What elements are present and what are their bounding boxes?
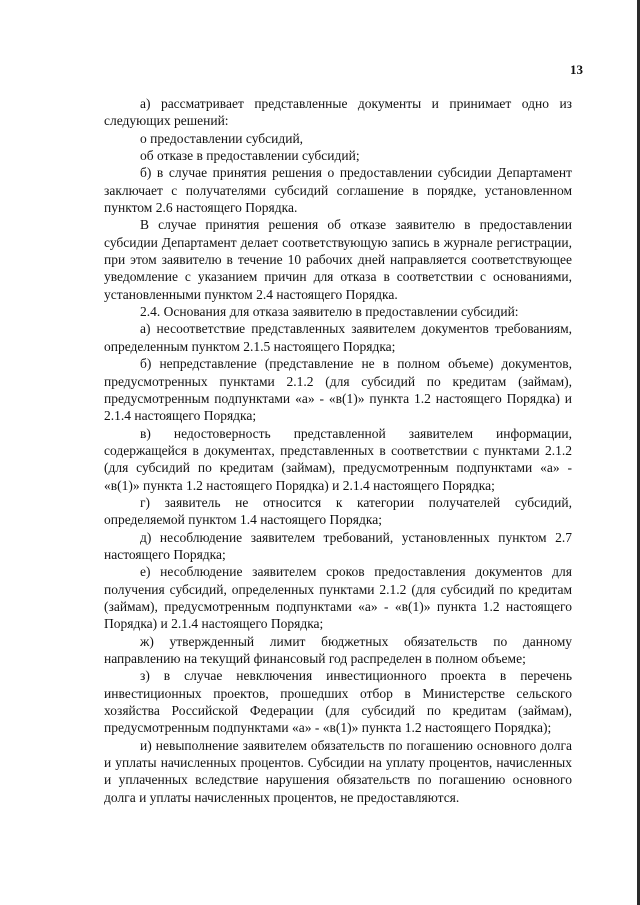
list-item: в) недостоверность представленной заявителем информации, содержащейся в документах, представленных в соответствии с пунктами 2.1.2 (для субсидий по кредитам (займам), предусмотренным подпунктами «а» - «в(1)» пункта 1.2 настоящего Порядка) и 2.1.4 настоящего Порядка; bbox=[104, 425, 572, 493]
paragraph: об отказе в предоставлении субсидий; bbox=[140, 148, 360, 164]
list-item: е) несоблюдение заявителем сроков предоставления документов для получения субсидий, определенных пунктами 2.1.2 (для субсидий по кредитам (займам), предусмотренным подпунктами «а» - «в(1)» пункта 1.2 настоящего Порядка) и 2.1.4 настоящего Порядка; bbox=[104, 564, 572, 632]
paragraph: а) рассматривает представленные документы и принимает одно из следующих решений: bbox=[104, 96, 572, 129]
paragraph: В случае принятия решения об отказе заявителю в предоставлении субсидии Департамент делает соответствующую запись в журнале регистрации, при этом заявителю в течение 10 рабочих дней направляется соответствующее уведомление с указанием причин для отказа в соответствии с основаниями, установленными пунктом 2.4 настоящего Порядка. bbox=[104, 217, 572, 302]
list-item: г) заявитель не относится к категории получателей субсидий, определяемой пунктом 1.4 настоящего Порядка; bbox=[104, 494, 572, 528]
list-item: а) несоответствие представленных заявителем документов требованиям, определенным пунктом 2.1.5 настоящего Порядка; bbox=[104, 321, 572, 354]
section-heading: 2.4. Основания для отказа заявителю в предоставлении субсидий: bbox=[140, 304, 519, 320]
list-item: ж) утвержденный лимит бюджетных обязательств по данному направлению на текущий финансовый год распределен в полном объеме; bbox=[104, 633, 572, 666]
document-body bbox=[104, 95, 572, 806]
list-item: з) в случае невключения инвестиционного проекта в перечень инвестиционных проектов, прошедших отбор в Министерстве сельского хозяйства Российской Федерации (для субсидий по кредитам (займам), предусмотренным подпунктами «а» - «в(1)» пункта 1.2 настоящего Порядка); bbox=[104, 668, 572, 736]
paragraph: б) в случае принятия решения о предоставлении субсидии Департамент заключает с получателями субсидий соглашение в порядке, установленном пунктом 2.6 настоящего Порядка. bbox=[104, 165, 572, 216]
list-item: и) невыполнение заявителем обязательств по погашению основного долга и уплаты начисленных процентов. Субсидии на уплату процентов, начисленных и уплаченных вследствие нарушения обязательств по погашению основного долга и уплаты начисленных процентов, не предоставляются. bbox=[104, 737, 572, 805]
list-item: б) непредставление (представление не в полном объеме) документов, предусмотренных пунктами 2.1.2 (для субсидий по кредитам (займам), предусмотренным подпунктами «а» - «в(1)» пункта 1.2 настоящего Порядка) и 2.1.4 настоящего Порядка; bbox=[104, 356, 572, 424]
paragraph: о предоставлении субсидий, bbox=[140, 130, 304, 146]
page-number: 13 bbox=[570, 62, 583, 77]
list-item: д) несоблюдение заявителем требований, установленных пунктом 2.7 настоящего Порядка; bbox=[104, 529, 572, 562]
